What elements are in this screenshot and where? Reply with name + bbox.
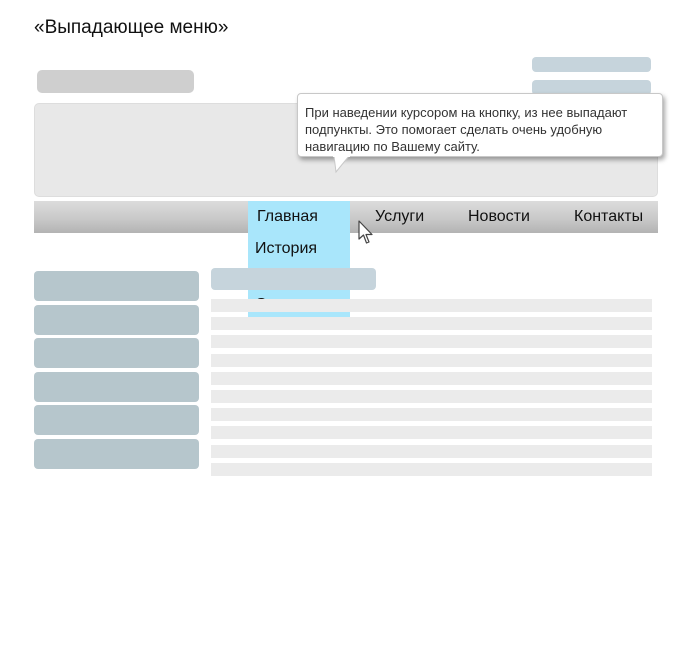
content-text-placeholder (211, 299, 652, 481)
text-line-placeholder (211, 426, 652, 439)
header-link-placeholder[interactable] (532, 57, 651, 72)
sidebar-item-placeholder[interactable] (34, 439, 199, 469)
text-line-placeholder (211, 335, 652, 348)
tooltip-text: При наведении курсором на кнопку, из нее выпадают подпункты. Это помогает сделать очень удобную навигацию по Вашему сайту. (305, 105, 628, 154)
text-line-placeholder (211, 445, 652, 458)
nav-item-services[interactable]: Услуги (375, 208, 425, 225)
dropdown-item-history[interactable]: История (255, 240, 318, 257)
text-line-placeholder (211, 354, 652, 367)
text-line-placeholder (211, 463, 652, 476)
logo-placeholder (37, 70, 194, 93)
nav-item-home[interactable]: Главная (248, 201, 350, 233)
sidebar (34, 271, 199, 473)
sidebar-item-placeholder[interactable] (34, 372, 199, 402)
mouse-pointer-icon (358, 220, 374, 246)
text-line-placeholder (211, 317, 652, 330)
nav-item-contacts[interactable]: Контакты (574, 208, 644, 225)
sidebar-item-placeholder[interactable] (34, 405, 199, 435)
text-line-placeholder (211, 372, 652, 385)
page-title: «Выпадающее меню» (34, 17, 229, 38)
text-line-placeholder (211, 299, 652, 312)
content-heading-placeholder (211, 268, 376, 290)
sidebar-item-placeholder[interactable] (34, 338, 199, 368)
sidebar-item-placeholder[interactable] (34, 305, 199, 335)
nav-item-news[interactable]: Новости (468, 208, 530, 225)
main-nav-bar (34, 201, 658, 233)
text-line-placeholder (211, 408, 652, 421)
tooltip-pointer (333, 156, 353, 174)
tooltip (297, 93, 663, 157)
text-line-placeholder (211, 390, 652, 403)
sidebar-item-placeholder[interactable] (34, 271, 199, 301)
